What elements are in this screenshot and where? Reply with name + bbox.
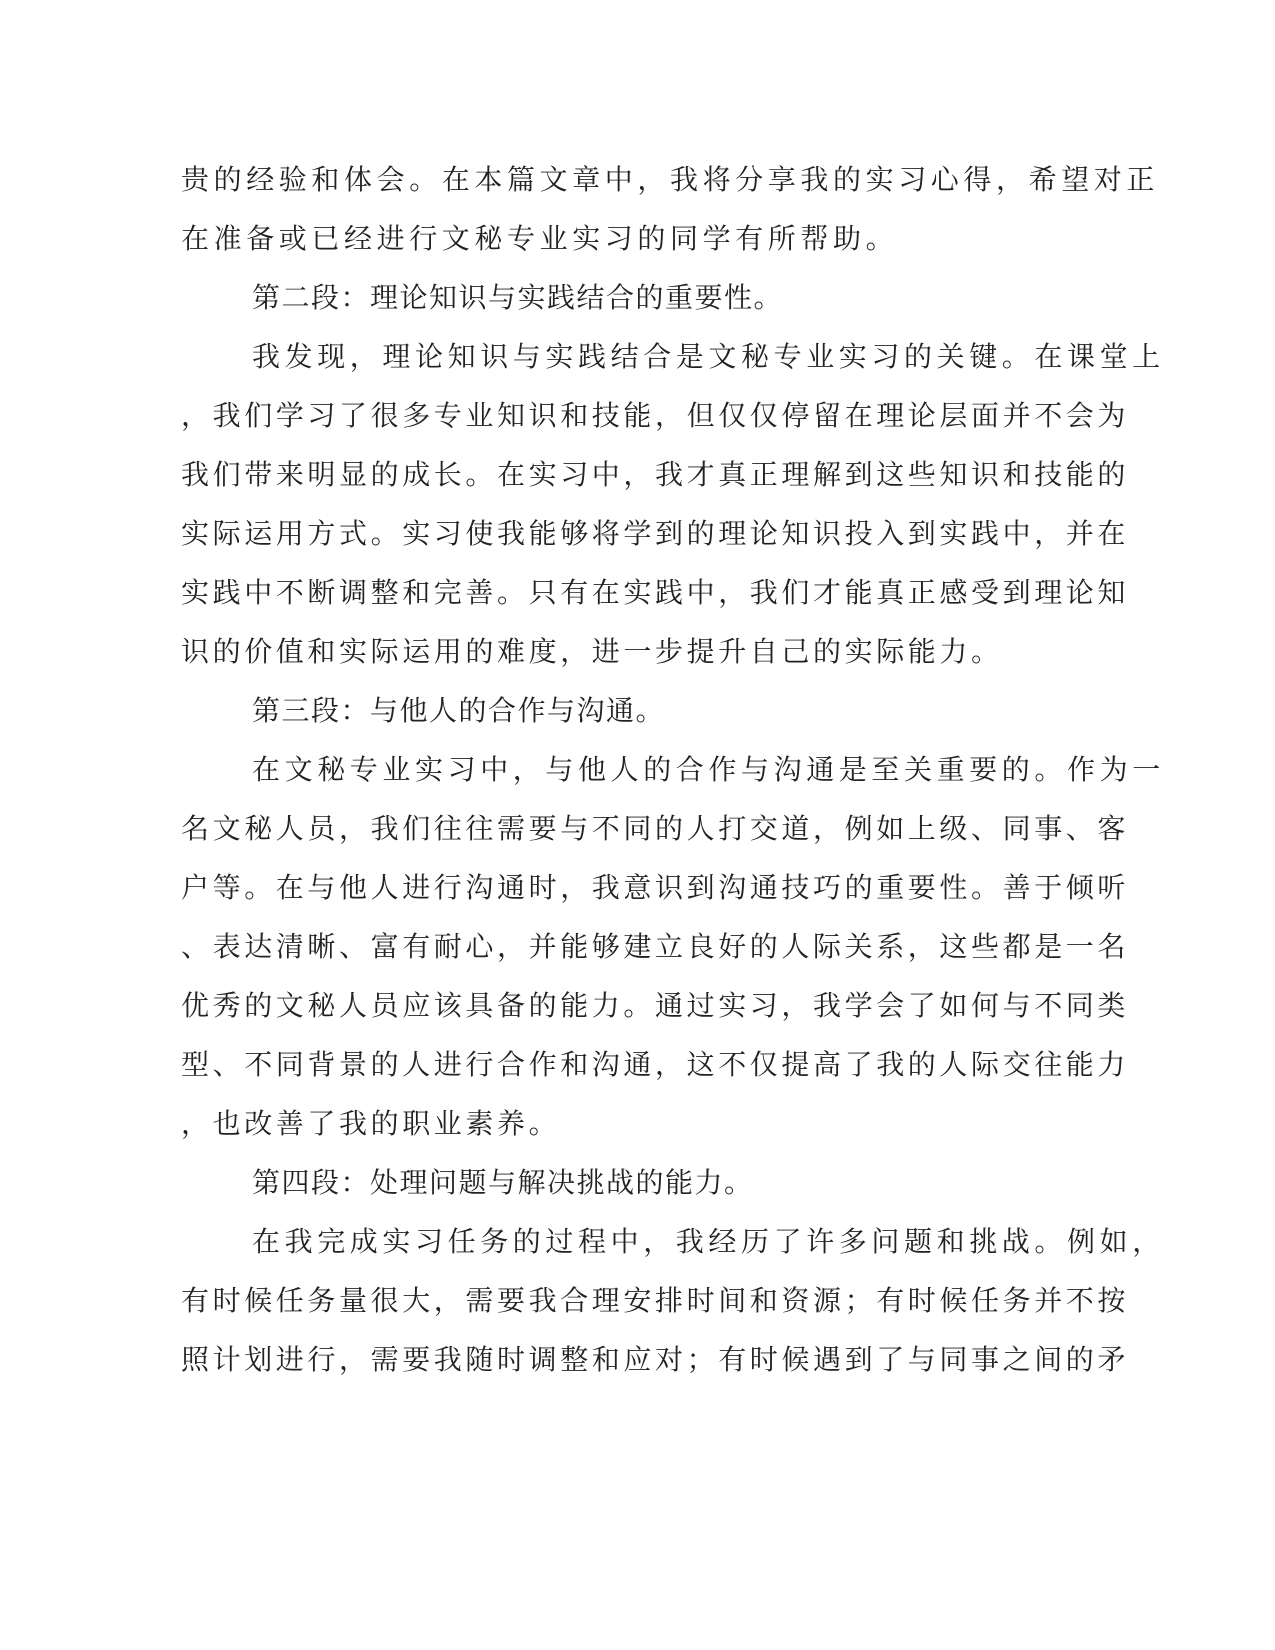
- text-line: 、表达清晰、富有耐心，并能够建立良好的人际关系，这些都是一名: [181, 930, 1130, 963]
- text-line: 贵的经验和体会。在本篇文章中，我将分享我的实习心得，希望对正: [181, 163, 1160, 196]
- text-line: 型、不同背景的人进行合作和沟通，这不仅提高了我的人际交往能力: [181, 1048, 1130, 1081]
- section-heading: 第二段：理论知识与实践结合的重要性。: [252, 281, 784, 314]
- text-line: 在我完成实习任务的过程中，我经历了许多问题和挑战。例如，: [252, 1225, 1165, 1258]
- section-heading: 第三段：与他人的合作与沟通。: [252, 694, 666, 727]
- text-line: 名文秘人员，我们往往需要与不同的人打交道，例如上级、同事、客: [181, 812, 1130, 845]
- section-heading: 第四段：处理问题与解决挑战的能力。: [252, 1166, 754, 1199]
- text-line: 在准备或已经进行文秘专业实习的同学有所帮助。: [181, 222, 899, 255]
- text-line: 我发现，理论知识与实践结合是文秘专业实习的关键。在课堂上: [252, 340, 1165, 373]
- text-line: 实践中不断调整和完善。只有在实践中，我们才能真正感受到理论知: [181, 576, 1130, 609]
- text-line: 优秀的文秘人员应该具备的能力。通过实习，我学会了如何与不同类: [181, 989, 1130, 1022]
- text-line: 识的价值和实际运用的难度，进一步提升自己的实际能力。: [181, 635, 1003, 668]
- text-line: ，我们学习了很多专业知识和技能，但仅仅停留在理论层面并不会为: [181, 399, 1130, 432]
- text-line: ，也改善了我的职业素养。: [181, 1107, 561, 1140]
- text-line: 户等。在与他人进行沟通时，我意识到沟通技巧的重要性。善于倾听: [181, 871, 1130, 904]
- text-line: 有时候任务量很大，需要我合理安排时间和资源；有时候任务并不按: [181, 1284, 1130, 1317]
- text-line: 照计划进行，需要我随时调整和应对；有时候遇到了与同事之间的矛: [181, 1343, 1130, 1376]
- text-line: 实际运用方式。实习使我能够将学到的理论知识投入到实践中，并在: [181, 517, 1130, 550]
- text-line: 在文秘专业实习中，与他人的合作与沟通是至关重要的。作为一: [252, 753, 1165, 786]
- text-line: 我们带来明显的成长。在实习中，我才真正理解到这些知识和技能的: [181, 458, 1130, 491]
